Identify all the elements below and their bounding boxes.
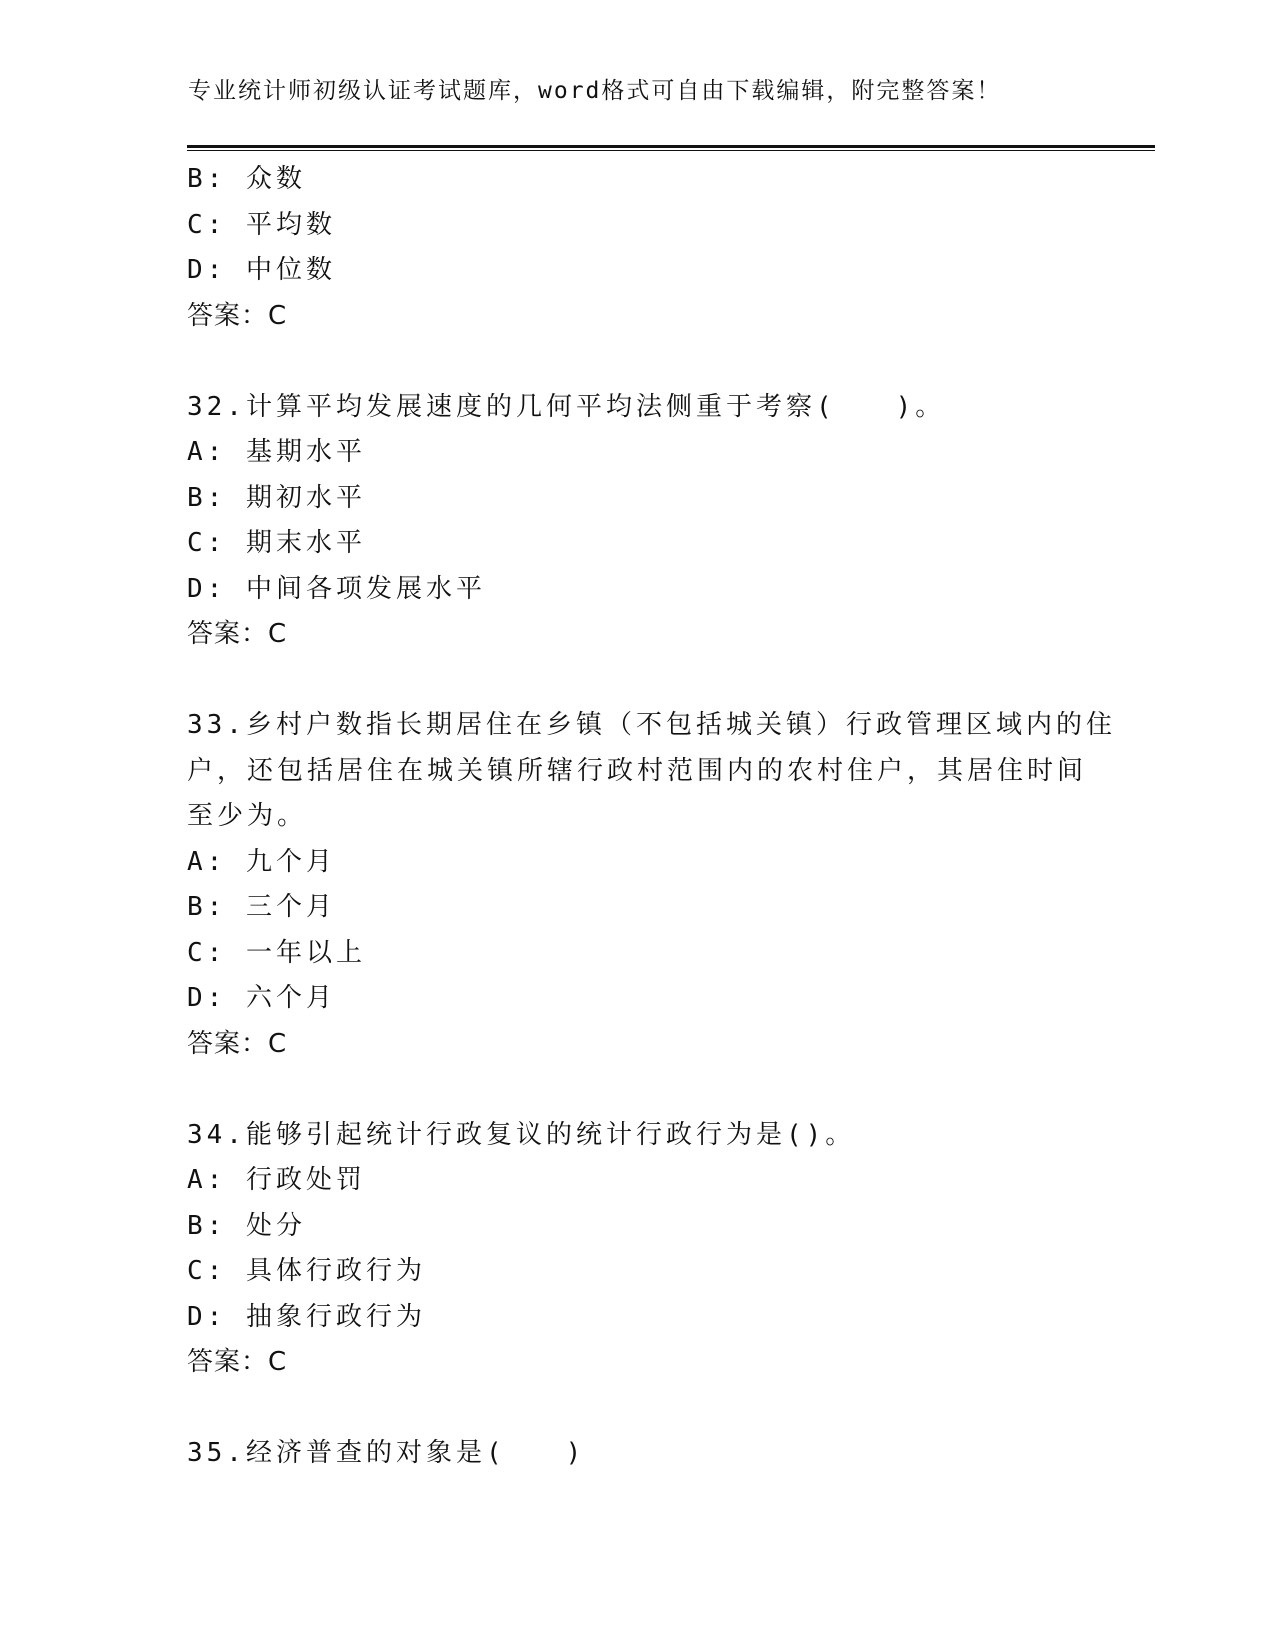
- option-d: D: 六个月: [187, 983, 336, 1013]
- question-fragment-prev: [187, 157, 1087, 339]
- option-b: B: 期初水平: [187, 482, 366, 513]
- question-32: [187, 385, 1087, 658]
- question-stem: 34.能够引起统计行政复议的统计行政行为是()。: [187, 1119, 856, 1150]
- answer-line: 答案：C: [187, 619, 288, 649]
- question-stem-line-2: 户，还包括居住在城关镇所辖行政村范围内的农村住户，其居住时间: [187, 755, 1088, 786]
- spacer: [187, 658, 1087, 704]
- question-stem: 32.计算平均发展速度的几何平均法侧重于考察( )。: [187, 391, 946, 422]
- option-a: A: 行政处罚: [187, 1165, 366, 1195]
- spacer: [187, 1386, 1087, 1432]
- header-rule-thin: [187, 150, 1155, 151]
- option-c: C: 具体行政行为: [187, 1256, 426, 1286]
- option-a: A: 基期水平: [187, 437, 366, 467]
- question-stem-line-3: 至少为。: [187, 801, 308, 831]
- option-b: B: 处分: [187, 1210, 306, 1241]
- question-stem: 35.经济普查的对象是( ): [187, 1438, 586, 1468]
- answer-line: 答案：C: [187, 1028, 288, 1059]
- option-d: D: 抽象行政行为: [187, 1301, 426, 1332]
- answer-line: 答案：C: [187, 300, 288, 331]
- spacer: [187, 339, 1087, 385]
- page-header: 专业统计师初级认证考试题库，word格式可自由下载编辑，附完整答案！: [188, 78, 1002, 104]
- header-rule-thick: [187, 145, 1155, 148]
- option-d: D: 中间各项发展水平: [187, 573, 486, 604]
- question-33: [187, 703, 1116, 1067]
- question-list: [187, 157, 1116, 1477]
- question-34: [187, 1113, 1087, 1386]
- option-c: C: 平均数: [187, 209, 336, 240]
- spacer: [187, 1067, 1087, 1113]
- option-b: B: 众数: [187, 164, 306, 194]
- option-d: D: 中位数: [187, 255, 336, 285]
- question-stem-line-1: 33.乡村户数指长期居住在乡镇（不包括城关镇）行政管理区域内的住: [187, 710, 1116, 740]
- option-c: C: 期末水平: [187, 528, 366, 558]
- option-a: A: 九个月: [187, 846, 336, 877]
- option-b: B: 三个月: [187, 892, 336, 922]
- option-c: C: 一年以上: [187, 937, 366, 968]
- question-35: [187, 1431, 1087, 1477]
- answer-line: 答案：C: [187, 1347, 288, 1377]
